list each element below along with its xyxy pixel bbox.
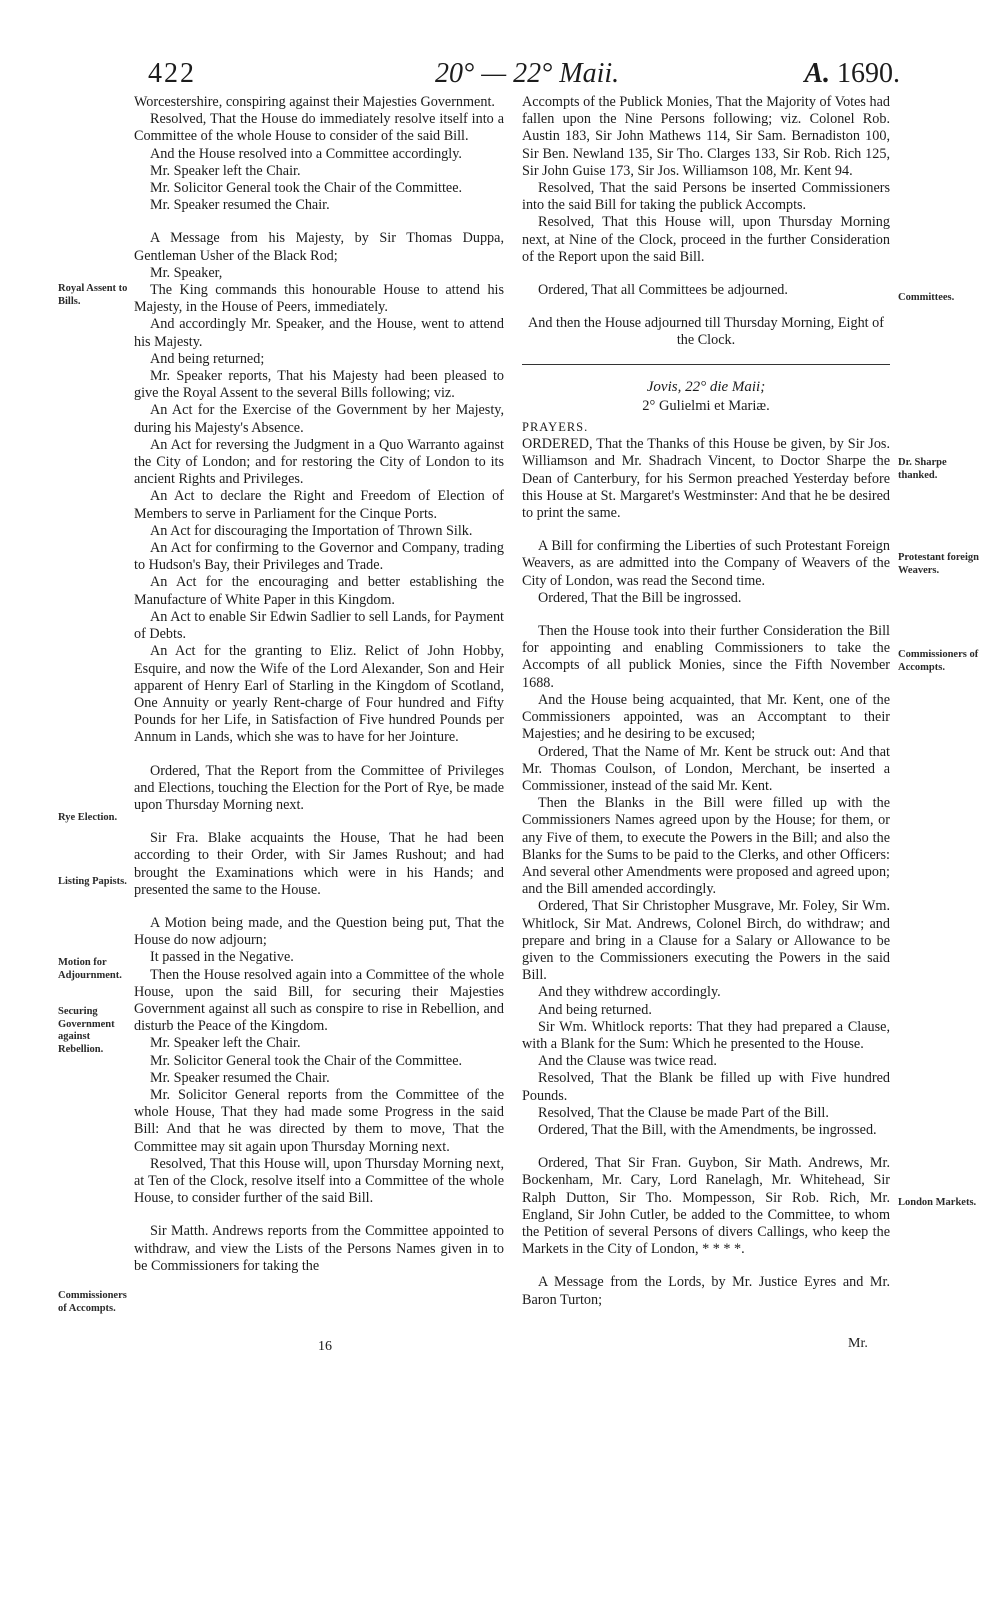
day-heading: Jovis, 22° die Maii; — [646, 378, 766, 395]
paragraph: Resolved, That the House do immediately resolve itself into a Committee of the whole House to consider of the said Bill. — [134, 111, 504, 145]
paragraph: Sir Matth. Andrews reports from the Committee appointed to withdraw, and view the Lists of the Persons Names given in to be Commissioners for taking the — [134, 1223, 504, 1274]
paragraph: An Act for the Exercise of the Government by her Majesty, during his Majesty's Absence. — [134, 402, 504, 436]
header-date: 20° — 22° Maii. — [435, 58, 620, 89]
paragraph: Then the House took into their further Consideration the Bill for appointing and enabling Commissioners to take the Accompts of all publick Monies, since the Fifth November 1688. — [522, 623, 890, 691]
paragraph: Resolved, That the said Persons be inserted Commissioners into the said Bill for taking the publick Accompts. — [522, 180, 890, 214]
paragraph: Mr. Speaker resumed the Chair. — [150, 1069, 330, 1086]
catchword: Mr. — [848, 1336, 868, 1351]
paragraph: And they withdrew accordingly. — [538, 984, 721, 1001]
paragraph: Ordered, That all Committees be adjourned. — [538, 282, 788, 299]
margin-note: Listing Papists. — [58, 876, 127, 887]
paragraph: An Act for reversing the Judgment in a Quo Warranto against the City of London; and for restoring the City of London to its ancient Rights and Privileges. — [134, 436, 504, 488]
paragraph: And being returned; — [150, 350, 265, 367]
paragraph: Sir Fra. Blake acquaints the House, That he had been according to their Order, with Sir James Rushout; and had brought the Examinations which were in his Hands; and presented the same to the House. — [134, 830, 504, 898]
paragraph: Worcestershire, conspiring against their Majesties Government. — [134, 94, 495, 110]
paragraph: A Motion being made, and the Question being put, That the House do now adjourn; — [134, 914, 504, 949]
paragraph: An Act for the granting to Eliz. Relict of John Hobby, Esquire, and now the Wife of the Lord Alexander, Son and Heir apparent of Henry Earl of Starling in the Kingdom of Scotland, One Annuity or yearly Rent-charge of Four hundred and Fifty Pounds for her Life, in Satisfaction of Five hundred Pounds per Annum in Lands, which she was to have for her Jointure. — [134, 643, 504, 746]
paragraph: Resolved, That this House will, upon Thursday Morning next, at Ten of the Clock, resolve itself into a Committee of the whole House, to consider further of the said Bill. — [134, 1155, 504, 1207]
paragraph: An Act for discouraging the Importation of Thrown Silk. — [150, 522, 473, 539]
paragraph: Mr. Speaker reports, That his Majesty had been pleased to give the Royal Assent to the several Bills following; viz. — [134, 368, 504, 402]
margin-note: Commissioners of Accompts. — [58, 1290, 127, 1314]
paragraph: And being returned. — [538, 1001, 652, 1018]
paragraph: Accompts of the Publick Monies, That the Majority of Votes had fallen upon the Nine Persons following; viz. Colonel Rob. Austin 183, Sir John Mathews 114, Sir Sam. Bernadiston 100, Sir Ben. Newland 135, Sir Tho. Clarges 133, Sir Rob. Rich 125, Sir John Guise 173, Sir Jos. Williamson 108, Mr. Kent 94. — [522, 94, 890, 179]
signature-mark: 16 — [318, 1339, 332, 1354]
paragraph: Resolved, That the Blank be filled up with Five hundred Pounds. — [522, 1070, 890, 1104]
paragraph: A Bill for confirming the Liberties of such Protestant Foreign Weavers, as are admitted into the Company of Weavers of the City of London, was read the Second time. — [522, 538, 890, 589]
paragraph: Then the Blanks in the Bill were filled up with the Commissioners Names agreed upon by the House; for them, or any Five of them, to execute the Powers in the Bill; and also the Blanks for the Sums to be paid to the Clerks, and other Officers: And several other Amendments were proposed and agreed upon; and the Bill amended accordingly. — [522, 795, 890, 898]
right-column — [522, 94, 890, 1309]
paragraph: An Act for the encouraging and better establishing the Manufacture of White Paper in this Kingdom. — [134, 574, 504, 608]
margin-note: Royal Assent to Bills. — [58, 283, 128, 307]
margin-note: Committees. — [898, 292, 955, 303]
adjournment-note: And then the House adjourned till Thursday Morning, Eight of the Clock. — [528, 315, 884, 349]
paragraph: Mr. Solicitor General took the Chair of the Committee. — [150, 1052, 463, 1069]
prayers-heading: PRAYERS. — [522, 420, 589, 435]
header-year — [804, 58, 900, 90]
paragraph: And the Clause was twice read. — [538, 1053, 717, 1070]
paragraph: Ordered, That Sir Christopher Musgrave, Mr. Foley, Sir Wm. Whitlock, Sir Mat. Andrews, Colonel Birch, do withdraw; and prepare and bring in a Clause for a Salary or Allowance to be given to the Commissioners executing the Powers in the said Bill. — [522, 898, 890, 984]
paragraph: Ordered, That the Name of Mr. Kent be struck out: And that Mr. Thomas Coulson, of London, Merchant, be inserted a Commissioner, instead of the said Mr. Kent. — [522, 743, 890, 794]
paragraph: Ordered, That the Report from the Committee of Privileges and Elections, touching the Election for the Port of Rye, be made upon Thursday Morning next. — [134, 762, 504, 813]
paragraph: Mr. Solicitor General took the Chair of the Committee. — [150, 180, 463, 197]
margin-note: Commissioners of Accompts. — [898, 649, 979, 673]
paragraph: Mr. Speaker left the Chair. — [150, 162, 301, 179]
paragraph: Then the House resolved again into a Committee of the whole House, upon the said Bill, for securing their Majesties Government against all such as conspire to rise in Rebellion, and disturb the Peace of the Kingdom. — [134, 966, 504, 1035]
margin-note: Protestant foreign Weavers. — [898, 552, 979, 576]
paragraph: And the House resolved into a Committee accordingly. — [150, 145, 462, 162]
paragraph: It passed in the Negative. — [150, 949, 294, 966]
margin-note: Securing Government against Rebellion. — [58, 1006, 115, 1055]
paragraph: An Act to enable Sir Edwin Sadlier to sell Lands, for Payment of Debts. — [134, 608, 504, 643]
reign-heading: 2° Gulielmi et Mariæ. — [642, 397, 770, 414]
paragraph: A Message from the Lords, by Mr. Justice Eyres and Mr. Baron Turton; — [522, 1274, 890, 1308]
paragraph: An Act to declare the Right and Freedom of Election of Members to serve in Parliament for the Cinque Ports. — [134, 488, 504, 522]
margin-note: Dr. Sharpe thanked. — [898, 457, 947, 481]
margin-note: Motion for Adjournment. — [58, 957, 122, 981]
paragraph: Resolved, That this House will, upon Thursday Morning next, at Nine of the Clock, proceed in the further Consideration of the Report upon the said Bill. — [522, 214, 890, 265]
margin-note: London Markets. — [898, 1197, 977, 1208]
page-header — [140, 58, 900, 98]
year-letter: A. — [804, 58, 830, 89]
paragraph: An Act for confirming to the Governor and Company, trading to Hudson's Bay, their Privileges and Trade. — [134, 540, 504, 574]
paragraph: And the House being acquainted, that Mr. Kent, one of the Commissioners appointed, was an Accomptant to their Majesties; and he desiring to be excused; — [522, 691, 890, 743]
paragraph: Mr. Solicitor General reports from the Committee of the whole House, That they had made some Progress in the said Bill: And that he was directed by them to move, That the Committee may sit again upon Thursday Morning next. — [134, 1086, 504, 1155]
paragraph: Mr. Speaker, — [150, 264, 223, 281]
paragraph: The King commands this honourable House to attend his Majesty, in the House of Peers, immediately. — [134, 282, 504, 316]
year-number: 1690. — [837, 58, 900, 89]
paragraph: Sir Wm. Whitlock reports: That they had prepared a Clause, with a Blank for the Sum: Which he presented to the House. — [522, 1018, 890, 1052]
left-column — [134, 94, 504, 1275]
margin-note: Rye Election. — [58, 812, 118, 823]
paragraph: Mr. Speaker left the Chair. — [150, 1035, 301, 1052]
page-number: 422 — [148, 58, 196, 89]
paragraph: Ordered, That the Bill, with the Amendments, be ingrossed. — [538, 1121, 877, 1138]
paragraph: Resolved, That the Clause be made Part of the Bill. — [538, 1104, 829, 1121]
paragraph: Ordered, That Sir Fran. Guybon, Sir Math. Andrews, Mr. Bockenham, Mr. Cary, Lord Ranelagh, Mr. Whitehead, Sir Ralph Dutton, Sir Tho. Mompesson, Sir Rob. Rich, Mr. England, Sir John Cutler, be added to the Committee, to whom the Petition of several Persons of divers Callings, who keep the Markets in the City of London, * * * *. — [522, 1155, 890, 1258]
paragraph: Mr. Speaker resumed the Chair. — [150, 197, 330, 214]
paragraph: ORDERED, That the Thanks of this House be given, by Sir Jos. Williamson and Mr. Shadrach Vincent, to Doctor Sharpe the Dean of Canterbury, for his Sermon preached Yesterday before this House at St. Margaret's Westminster: And that he be desired to print the same. — [522, 436, 890, 522]
paragraph: And accordingly Mr. Speaker, and the House, went to attend his Majesty. — [134, 316, 504, 350]
paragraph: Ordered, That the Bill be ingrossed. — [538, 589, 742, 606]
section-divider — [522, 364, 890, 365]
paragraph: A Message from his Majesty, by Sir Thomas Duppa, Gentleman Usher of the Black Rod; — [134, 230, 504, 264]
